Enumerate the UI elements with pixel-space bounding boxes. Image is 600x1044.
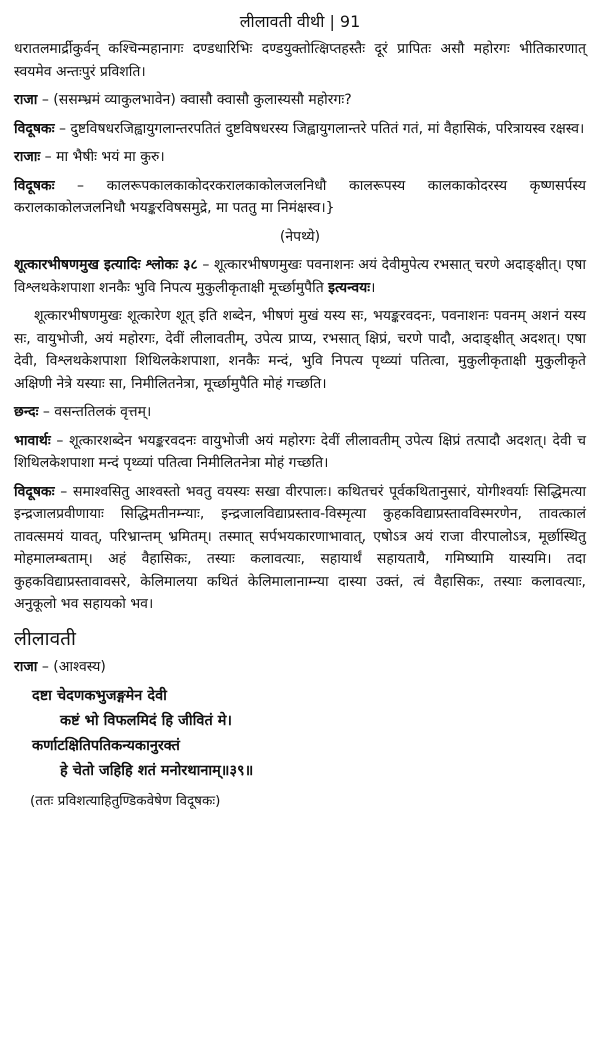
dialogue-text: – (आश्वस्य) [37,658,106,675]
bhavartha-paragraph [14,430,586,475]
verse-line-3: कर्णाटक्षितिपतिकन्यकानुरक्तं [32,738,180,754]
verse-word-commentary [14,305,586,395]
verse-line-4: हे चेतो जहिहि शतं मनोरथानाम्॥३९॥ [60,763,254,779]
speaker-name: विदूषकः [14,120,55,137]
dialogue-text: – कालरूपकालकाकोदरकरालकाकोलजलनिधौ कालरूपस्य कालकाकोदरस्य कृष्णसर्पस्य करालकाकोलजलनिधौ भयङ्करविषसमुद्रे, मा पततु मा निमंक्षस्व।} [14,177,586,216]
dialogue-text: – मा भैषीः भयं मा कुरु। [44,149,165,165]
running-header [14,12,586,32]
speaker-name: राजाः [14,149,41,165]
commentary-text: – शूत्कारभीषणमुखः पवनाशनः अयं देवीमुपेत्य रभसात् चरणे अदाङ्क्षीत्। एषा विश्लथकेशपाशा शनकैः भुवि निपत्य मुकुलीकृताक्षी मूर्च्छामुपैति [14,257,586,296]
running-title: लीलावती वीथी [239,12,325,31]
commentary-text: शूत्कारभीषणमुखः शूत्कारेण शूत् इति शब्देन, भीषणं मुखं यस्य सः, भयङ्करवदनः, पवनाशनः पवनम् अशनं यस्य सः, वायुभोजी, अयं महोरगः, देवीं लीलावतीम्, उपेत्य प्राप्य, रभसात् क्षिप्रं, चरणे पादौ, अदाङ्क्षीत् अदशत्। एषा देवी, विश्लथकेशपाशा शिथिलकेशपाशा, शनकैः मन्दं, भुवि निपत्य पृथ्व्यां पतित्वा, मुकुलीकृताक्षी मुकुलीकृते अक्षिणी नेत्रे यस्याः सा, निमीलितनेत्रा, मूर्च्छामुपैति मोहं गच्छति। [14,308,586,392]
paragraph-text: धरातलमार्द्रीकुर्वन् कश्चिन्महानागः दण्डधारिभिः दण्डयुक्तोत्क्षिप्तहस्तैः दूरं प्रापितः असौ महोरगः भीतिकारणात् स्वयमेव अन्तःपुरं प्रविशति। [14,41,586,80]
speaker-name: विदूषकः [14,177,55,194]
section-heading: लीलावती [14,627,76,650]
commentary-end: । [370,279,376,296]
verse-commentary-prose-order [14,254,586,299]
bhavartha-text: – शूत्कारशब्देन भयङ्करवदनः वायुभोजी अयं महोरगः देवीं लीलावतीम् उपेत्य क्षिप्रं तत्पादौ अदशत्। देवी च शिथिलकेशपाशा मन्दं पृथ्व्यां पतित्वा निमीलितनेत्रा मोहं गच्छति। [14,432,586,471]
header-separator: | [329,12,335,31]
page-number: 91 [339,12,361,31]
speaker-name: राजा [14,658,38,675]
paragraph-1 [14,38,586,83]
dialogue-text: – दुष्टविषधरजिह्वायुगलान्तरपतितं दुष्टविषधरस्य जिह्वायुगलान्तरे पतितं गतं, मां वैहासिकं, परित्रायस्व रक्षस्व। [54,120,585,137]
dialogue-text: – समाश्वसितु आश्वस्तो भवतु वयस्यः सखा वीरपालः। कथितचरं पूर्वकथितानुसारं, योगीश्वर्याः सिद्धिमत्या इन्द्रजालप्रवीणायाः सिद्धिमतीनम्न्याः, इन्द्रजालविद्याप्रस्ताव-विस्मृत्या कुहकविद्याप्रस्तावविस्मरणेन, तावत्कालं तावत्समयं यावत्, परिभ्रान्तम् भ्रमितम्। तस्मात् सर्पभयकारणाभावात्, एषोऽत्र अयं राजा वीरपालोऽत्र, मूर्छास्थितु मोहमालम्बताम्। अहं वैहासिकः, तस्याः कलावत्याः, सहायार्थं सहायतायै, गमिष्यामि यास्यमि। तदा कुहकविद्याप्रस्तावावसरे, केलिमालया कथितं केलिमालानाम्न्या दास्या उक्तं, त्वं वैहासिकः, तस्याः कलावत्याः, अनुकूलो भव सहायको भव। [14,483,586,612]
document-page [14,0,586,813]
bhavartha-label: भावार्थः [14,432,51,449]
metre-text: – वसन्ततिलकं वृत्तम्। [38,404,152,420]
metre-note [14,401,586,424]
speaker-name: विदूषकः [14,483,55,500]
metre-label: छन्दः [14,404,39,420]
stage-direction-nepathye [14,226,586,249]
commentary-tail: इत्यन्वयः [328,279,371,296]
dialogue-raja-3 [14,656,586,679]
stage-text: (नेपथ्ये) [279,228,321,245]
verse-line-2: कष्टं भो विफलमिदं हि जीवितं मे। [60,713,232,729]
dialogue-vidushaka-2 [14,175,586,220]
dialogue-vidushaka-3 [14,481,586,616]
commentary-lead: शूत्कारभीषणमुख इत्यादिः श्लोकः ३८ [14,257,198,273]
dialogue-vidushaka-1 [14,118,586,141]
dialogue-text: – (ससम्भ्रमं व्याकुलभावेन) क्वासौ क्वासौ कुलास्यसौ महोरगः? [37,92,352,108]
speaker-name: राजा [14,92,38,108]
verse-line-1: दष्टा चेदणकभुजङ्गमेन देवी [32,688,167,704]
verse-39 [32,684,586,784]
stage-direction-entry: (ततः प्रविशत्याहितुण्डिकवेषेण विदूषकः) [30,793,221,809]
dialogue-raja-2 [14,146,586,169]
dialogue-raja-1 [14,89,586,112]
